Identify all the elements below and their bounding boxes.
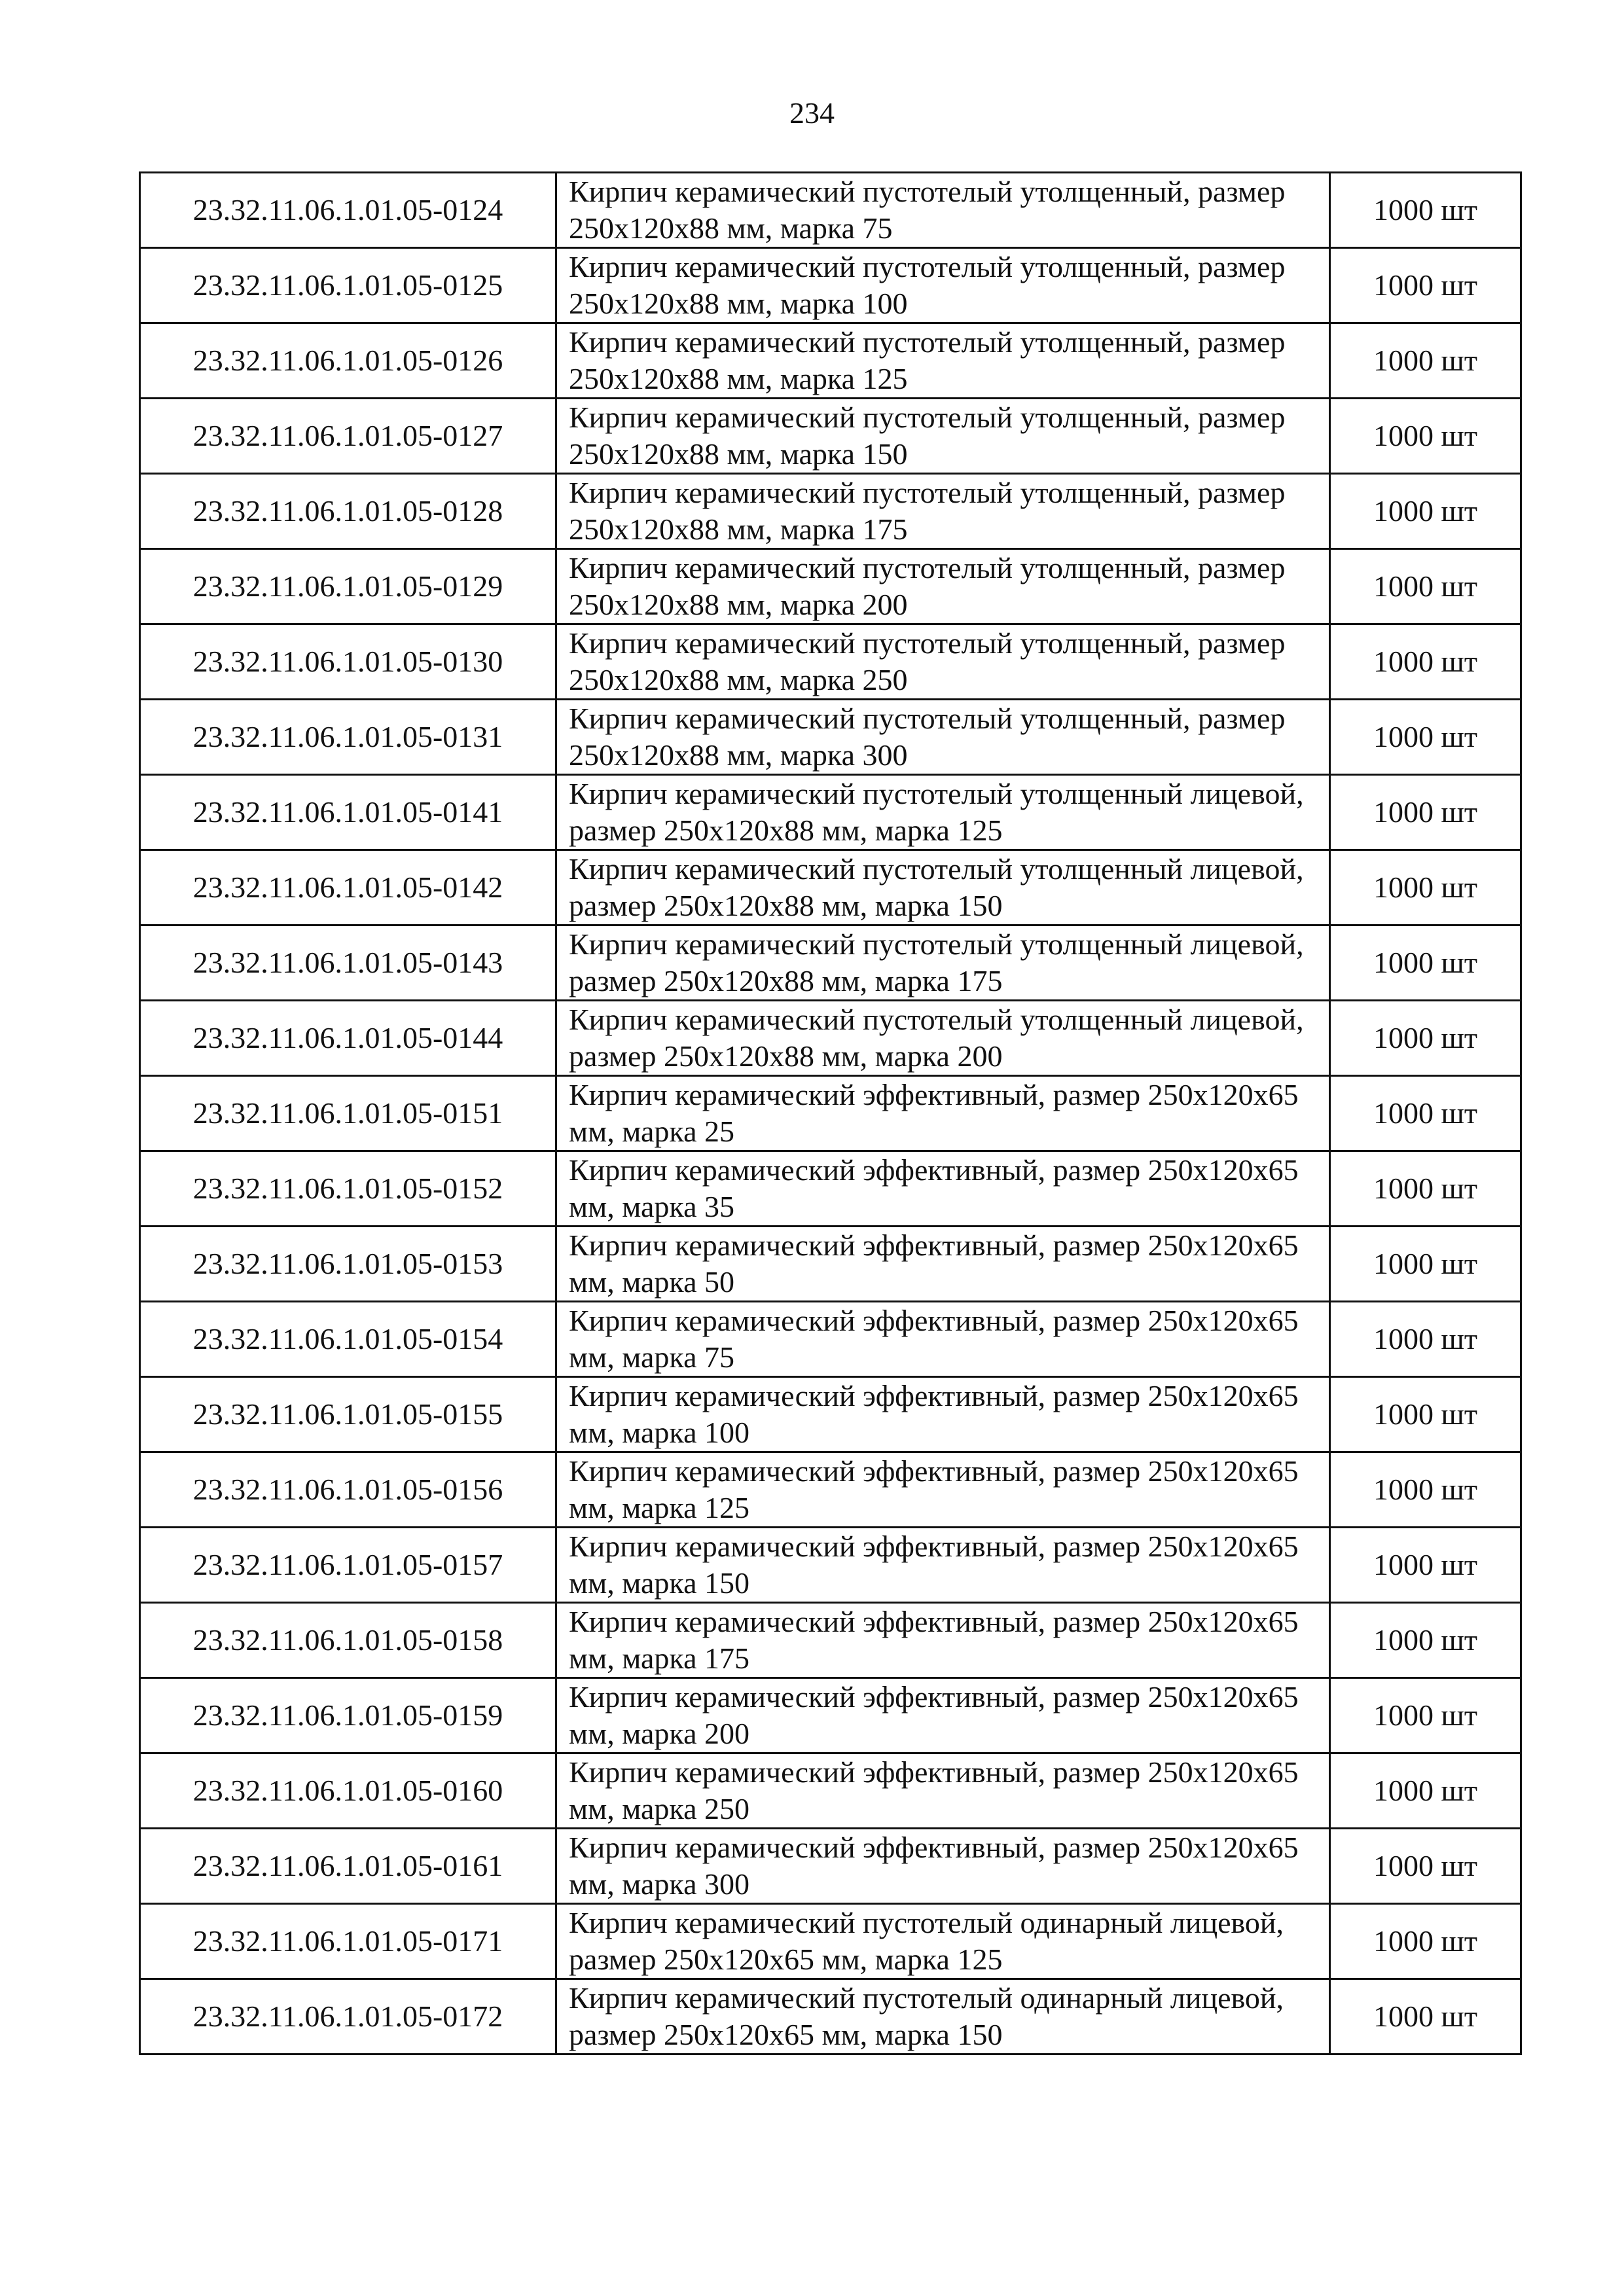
resource-code-cell: 23.32.11.06.1.01.05-0129 [140, 549, 556, 624]
resource-code-cell: 23.32.11.06.1.01.05-0125 [140, 248, 556, 323]
resource-code-cell: 23.32.11.06.1.01.05-0127 [140, 399, 556, 474]
unit-cell: 1000 шт [1330, 850, 1521, 925]
table-row [140, 624, 1521, 700]
resource-description-cell: Кирпич керамический пустотелый утолщенный лицевой, размер 250х120х88 мм, марка 175 [556, 925, 1330, 1001]
table-row [140, 323, 1521, 399]
table-row [140, 474, 1521, 549]
table-row [140, 925, 1521, 1001]
resource-code-cell: 23.32.11.06.1.01.05-0153 [140, 1227, 556, 1302]
table-row [140, 850, 1521, 925]
resource-description-cell: Кирпич керамический пустотелый утолщенный, размер 250х120х88 мм, марка 175 [556, 474, 1330, 549]
unit-cell: 1000 шт [1330, 1753, 1521, 1829]
table-row [140, 173, 1521, 248]
table-row [140, 1603, 1521, 1678]
table-row [140, 1678, 1521, 1753]
table-row [140, 700, 1521, 775]
table-row [140, 1227, 1521, 1302]
resource-description-cell: Кирпич керамический эффективный, размер 250х120х65 мм, марка 75 [556, 1302, 1330, 1377]
resource-code-cell: 23.32.11.06.1.01.05-0171 [140, 1904, 556, 1979]
unit-cell: 1000 шт [1330, 248, 1521, 323]
resource-code-cell: 23.32.11.06.1.01.05-0152 [140, 1151, 556, 1227]
page-number: 234 [789, 96, 835, 130]
resource-description-cell: Кирпич керамический пустотелый утолщенный лицевой, размер 250х120х88 мм, марка 150 [556, 850, 1330, 925]
resource-code-cell: 23.32.11.06.1.01.05-0159 [140, 1678, 556, 1753]
resource-code-cell: 23.32.11.06.1.01.05-0154 [140, 1302, 556, 1377]
table-row [140, 399, 1521, 474]
resource-description-cell: Кирпич керамический пустотелый утолщенный лицевой, размер 250х120х88 мм, марка 200 [556, 1001, 1330, 1076]
resource-code-cell: 23.32.11.06.1.01.05-0124 [140, 173, 556, 248]
resource-description-cell: Кирпич керамический пустотелый утолщенный, размер 250х120х88 мм, марка 75 [556, 173, 1330, 248]
unit-cell: 1000 шт [1330, 775, 1521, 850]
unit-cell: 1000 шт [1330, 1001, 1521, 1076]
unit-cell: 1000 шт [1330, 1904, 1521, 1979]
unit-cell: 1000 шт [1330, 700, 1521, 775]
unit-cell: 1000 шт [1330, 549, 1521, 624]
unit-cell: 1000 шт [1330, 1227, 1521, 1302]
table-row [140, 1528, 1521, 1603]
resource-description-cell: Кирпич керамический эффективный, размер 250х120х65 мм, марка 125 [556, 1452, 1330, 1528]
resource-code-cell: 23.32.11.06.1.01.05-0144 [140, 1001, 556, 1076]
resource-description-cell: Кирпич керамический эффективный, размер 250х120х65 мм, марка 200 [556, 1678, 1330, 1753]
resource-code-cell: 23.32.11.06.1.01.05-0158 [140, 1603, 556, 1678]
resource-description-cell: Кирпич керамический пустотелый утолщенный, размер 250х120х88 мм, марка 250 [556, 624, 1330, 700]
resource-code-cell: 23.32.11.06.1.01.05-0142 [140, 850, 556, 925]
table-row [140, 1904, 1521, 1979]
resource-code-cell: 23.32.11.06.1.01.05-0155 [140, 1377, 556, 1452]
resource-code-cell: 23.32.11.06.1.01.05-0172 [140, 1979, 556, 2054]
resource-description-cell: Кирпич керамический эффективный, размер 250х120х65 мм, марка 250 [556, 1753, 1330, 1829]
resource-code-cell: 23.32.11.06.1.01.05-0160 [140, 1753, 556, 1829]
resource-description-cell: Кирпич керамический эффективный, размер 250х120х65 мм, марка 100 [556, 1377, 1330, 1452]
table-row [140, 1979, 1521, 2054]
unit-cell: 1000 шт [1330, 323, 1521, 399]
resource-code-cell: 23.32.11.06.1.01.05-0151 [140, 1076, 556, 1151]
resource-description-cell: Кирпич керамический эффективный, размер 250х120х65 мм, марка 150 [556, 1528, 1330, 1603]
resource-description-cell: Кирпич керамический пустотелый утолщенный, размер 250х120х88 мм, марка 200 [556, 549, 1330, 624]
unit-cell: 1000 шт [1330, 1377, 1521, 1452]
resource-code-cell: 23.32.11.06.1.01.05-0161 [140, 1829, 556, 1904]
resource-code-cell: 23.32.11.06.1.01.05-0130 [140, 624, 556, 700]
table-row [140, 1151, 1521, 1227]
unit-cell: 1000 шт [1330, 474, 1521, 549]
table-row [140, 549, 1521, 624]
unit-cell: 1000 шт [1330, 173, 1521, 248]
table-row [140, 1076, 1521, 1151]
unit-cell: 1000 шт [1330, 1829, 1521, 1904]
unit-cell: 1000 шт [1330, 1979, 1521, 2054]
table-row [140, 1452, 1521, 1528]
materials-table [139, 171, 1522, 2055]
materials-table-body [140, 173, 1521, 2054]
table-row [140, 248, 1521, 323]
resource-code-cell: 23.32.11.06.1.01.05-0126 [140, 323, 556, 399]
table-row [140, 1829, 1521, 1904]
unit-cell: 1000 шт [1330, 624, 1521, 700]
resource-code-cell: 23.32.11.06.1.01.05-0128 [140, 474, 556, 549]
resource-code-cell: 23.32.11.06.1.01.05-0131 [140, 700, 556, 775]
resource-description-cell: Кирпич керамический пустотелый утолщенный лицевой, размер 250х120х88 мм, марка 125 [556, 775, 1330, 850]
resource-description-cell: Кирпич керамический пустотелый одинарный лицевой, размер 250х120х65 мм, марка 125 [556, 1904, 1330, 1979]
resource-description-cell: Кирпич керамический пустотелый утолщенный, размер 250х120х88 мм, марка 300 [556, 700, 1330, 775]
resource-description-cell: Кирпич керамический эффективный, размер 250х120х65 мм, марка 300 [556, 1829, 1330, 1904]
unit-cell: 1000 шт [1330, 1528, 1521, 1603]
unit-cell: 1000 шт [1330, 1603, 1521, 1678]
unit-cell: 1000 шт [1330, 1678, 1521, 1753]
unit-cell: 1000 шт [1330, 1076, 1521, 1151]
unit-cell: 1000 шт [1330, 925, 1521, 1001]
resource-code-cell: 23.32.11.06.1.01.05-0156 [140, 1452, 556, 1528]
table-row [140, 1753, 1521, 1829]
table-row [140, 1001, 1521, 1076]
resource-description-cell: Кирпич керамический эффективный, размер 250х120х65 мм, марка 50 [556, 1227, 1330, 1302]
resource-description-cell: Кирпич керамический пустотелый утолщенный, размер 250х120х88 мм, марка 150 [556, 399, 1330, 474]
unit-cell: 1000 шт [1330, 1302, 1521, 1377]
resource-description-cell: Кирпич керамический эффективный, размер 250х120х65 мм, марка 35 [556, 1151, 1330, 1227]
resource-description-cell: Кирпич керамический эффективный, размер 250х120х65 мм, марка 175 [556, 1603, 1330, 1678]
resource-code-cell: 23.32.11.06.1.01.05-0143 [140, 925, 556, 1001]
resource-code-cell: 23.32.11.06.1.01.05-0157 [140, 1528, 556, 1603]
resource-description-cell: Кирпич керамический эффективный, размер 250х120х65 мм, марка 25 [556, 1076, 1330, 1151]
table-row [140, 775, 1521, 850]
resource-description-cell: Кирпич керамический пустотелый утолщенный, размер 250х120х88 мм, марка 100 [556, 248, 1330, 323]
table-row [140, 1377, 1521, 1452]
table-row [140, 1302, 1521, 1377]
resource-description-cell: Кирпич керамический пустотелый утолщенный, размер 250х120х88 мм, марка 125 [556, 323, 1330, 399]
unit-cell: 1000 шт [1330, 399, 1521, 474]
resource-description-cell: Кирпич керамический пустотелый одинарный лицевой, размер 250х120х65 мм, марка 150 [556, 1979, 1330, 2054]
unit-cell: 1000 шт [1330, 1151, 1521, 1227]
unit-cell: 1000 шт [1330, 1452, 1521, 1528]
resource-code-cell: 23.32.11.06.1.01.05-0141 [140, 775, 556, 850]
